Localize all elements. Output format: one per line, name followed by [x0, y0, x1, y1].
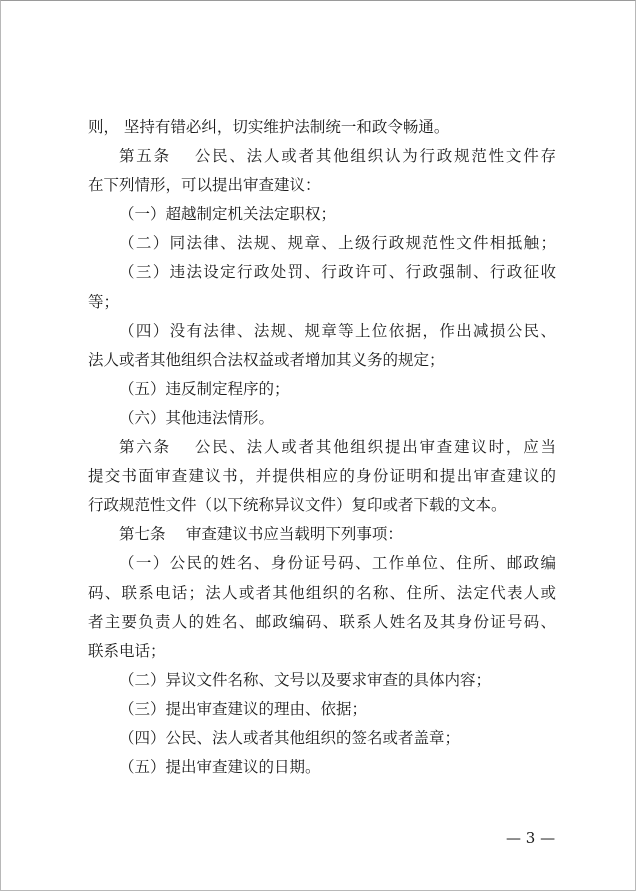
page-number: — 3 — — [506, 829, 556, 847]
list-item: （三）提出审查建议的理由、依据； — [119, 699, 368, 718]
document-body — [88, 113, 556, 782]
list-item: （四）没有法律、法规、规章等上位依据，作出减损公民、 — [119, 321, 556, 340]
text-line: 码、联系电话；法人或者其他组织的名称、住所、法定代表人或 — [88, 583, 556, 602]
text-line: 行政规范性文件（以下统称异议文件）复印或者下载的文本。 — [88, 496, 507, 515]
text-line: 在下列情形，可以提出审查建议： — [88, 176, 321, 195]
list-item: （一）超越制定机关法定职权； — [119, 205, 337, 224]
list-item: （二）异议文件名称、文号以及要求审查的具体内容； — [119, 670, 492, 689]
list-item: （五）违反制定程序的； — [119, 379, 290, 398]
text-line: 等； — [88, 292, 120, 311]
list-item: （二）同法律、法规、规章、上级行政规范性文件相抵触； — [119, 234, 556, 253]
text-line: 者主要负责人的姓名、邮政编码、联系人姓名及其身份证号码、 — [88, 612, 556, 631]
article-7-heading-line: 第七条 审查建议书应当载明下列事项： — [119, 525, 403, 544]
article-6-heading-line: 第六条 公民、法人或者其他组织提出审查建议时，应当 — [119, 438, 556, 457]
text-line: 提交书面审查建议书，并提供相应的身份证明和提出审查建议的 — [88, 467, 556, 486]
text-line: 法人或者其他组织合法权益或者增加其义务的规定； — [88, 350, 445, 369]
list-item: （五）提出审查建议的日期。 — [119, 758, 321, 777]
list-item: （三）违法设定行政处罚、行政许可、行政强制、行政征收 — [119, 263, 556, 282]
list-item: （一）公民的姓名、身份证号码、工作单位、住所、邮政编 — [119, 554, 556, 573]
text-line: 联系电话； — [88, 641, 166, 660]
list-item: （六）其他违法情形。 — [119, 408, 275, 427]
list-item: （四）公民、法人或者其他组织的签名或者盖章； — [119, 728, 461, 747]
text-line: 则， 坚持有错必纠，切实维护法制统一和政令畅通。 — [88, 118, 450, 136]
article-5-heading-line: 第五条 公民、法人或者其他组织认为行政规范性文件存 — [119, 147, 556, 166]
